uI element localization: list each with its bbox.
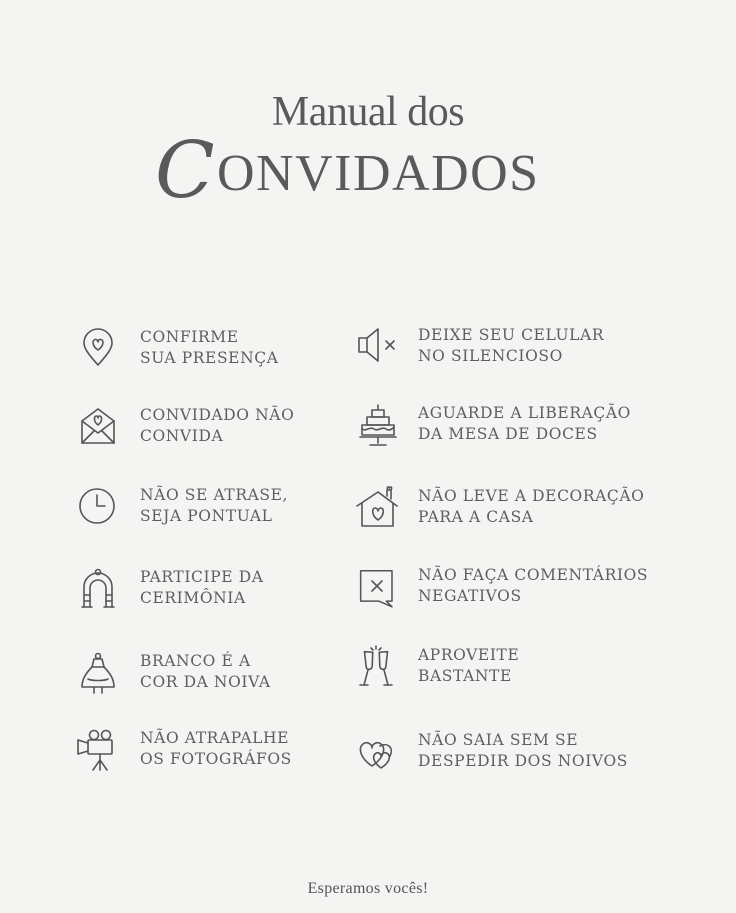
item-line2: OS FOTOGRÁFOS [140,750,292,768]
item-line1: APROVEITE [418,646,520,664]
item-silent-phone [354,325,694,385]
envelope-heart-icon [76,405,120,449]
item-line2: DESPEDIR DOS NOIVOS [418,752,628,770]
item-line1: DEIXE SEU CELULAR [418,326,605,344]
clock-icon [76,485,120,529]
item-line1: AGUARDE A LIBERAÇÃO [418,404,631,422]
item-line2: PARA A CASA [418,508,534,526]
hearts-icon [354,730,398,774]
item-enjoy [354,645,694,705]
location-heart-icon [76,327,120,371]
item-dessert-table [354,403,694,463]
speaker-mute-icon [354,325,398,369]
item-line1: NÃO LEVE A DECORAÇÃO [418,487,645,505]
item-line2: SEJA PONTUAL [140,507,273,525]
title-rest: ONVIDADOS [217,145,540,202]
item-line2: COR DA NOIVA [140,673,271,691]
speech-x-icon [354,565,398,609]
item-line2: BASTANTE [418,667,512,685]
item-line2: NEGATIVOS [418,587,522,605]
footer-text: Esperamos vocês! [307,880,429,897]
item-line2: SUA PRESENÇA [140,349,279,367]
item-line1: NÃO SE ATRASE, [140,486,289,504]
item-line2: CERIMÔNIA [140,589,246,607]
item-line2: NO SILENCIOSO [418,347,563,365]
item-line1: CONVIDADO NÃO [140,406,295,424]
champagne-icon [354,645,398,689]
item-line2: DA MESA DE DOCES [418,425,598,443]
item-line1: CONFIRME [140,328,239,346]
item-line1: NÃO ATRAPALHE [140,729,290,747]
item-no-negative [354,565,694,625]
title-initial: C [155,126,215,216]
house-heart-icon [354,486,398,530]
item-line2: CONVIDA [140,427,224,445]
camera-icon [76,728,120,772]
item-say-goodbye [354,730,694,790]
dress-icon [76,651,120,695]
item-line1: BRANCO É A [140,652,251,670]
item-decoration [354,486,694,546]
arch-icon [76,567,120,611]
item-line1: NÃO FAÇA COMENTÁRIOS [418,566,649,584]
item-line1: NÃO SAIA SEM SE [418,731,579,749]
title-line-1: Manual dos [271,89,465,135]
title-line-2 [155,126,595,220]
cake-icon [354,403,398,447]
item-line1: PARTICIPE DA [140,568,264,586]
